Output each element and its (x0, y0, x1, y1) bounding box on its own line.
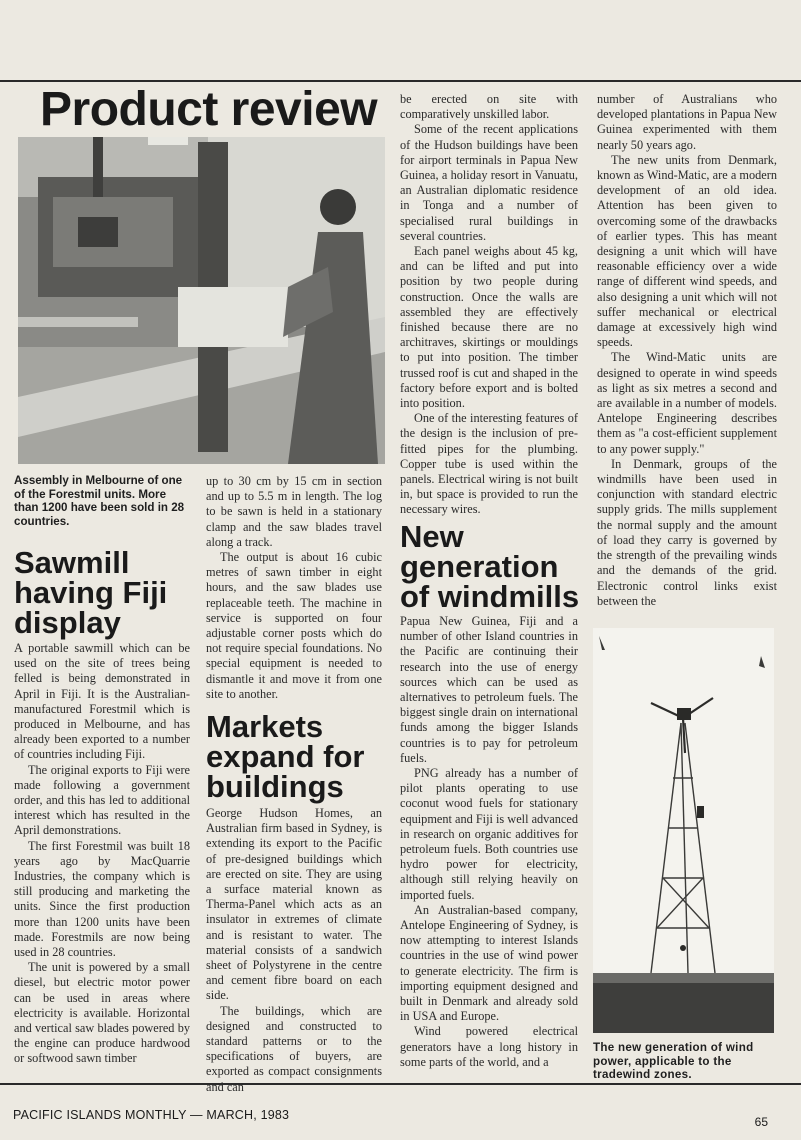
windmills-headline: New generation of windmills (400, 519, 580, 614)
page-number: 65 (754, 1115, 768, 1129)
sawmill-column-2 (206, 474, 382, 702)
windmills-headline-block (400, 519, 585, 614)
paragraph: be erected on site with comparatively unskilled labor. (400, 92, 578, 122)
paragraph: The output is about 16 cubic metres of sawn timber in eight hours, and the saw blades use replaceable teeth. The machine in service is supported on four adjustable corner posts which do not require special foundations. No special equipment is needed to dismantle it and move it from one site to another. (206, 550, 382, 701)
sawmill-headline-block (14, 545, 194, 640)
windmill-photo-caption: The new generation of wind power, applicable to the tradewind zones. (593, 1041, 754, 1081)
buildings-headline: Markets expand for buildings (206, 709, 365, 804)
paragraph: Each panel weighs about 45 kg, and can be lifted and put into position by two people during construction. Once the walls are assembled they are effectively finished because there are no architraves, skirtings or mouldings to put into position. The timber trussed roof is cut and shaped in the factory before export and is bolted into position. (400, 244, 578, 411)
paragraph: Papua New Guinea, Fiji and a number of other Island countries in the Pacific are continuing their research into the use of energy sources which can be used as alternatives to petroleum fuels. The biggest single drain on international funds among the bigger Islands countries is to pay for petroleum fuels. (400, 614, 578, 765)
sawmill-headline: Sawmill having Fiji display (14, 545, 168, 640)
paragraph: In Denmark, groups of the windmills have been used in conjunction with standard electric supply grids. The mills supplement the normal supply and the amount of load they carry is governed by the strength of the prevailing winds and the demands of the grid. Electronic control links exist between the (597, 456, 777, 608)
paragraph: The unit is powered by a small diesel, but electric motor power can be used in areas where electricity is available. Horizontal and vertical saw blades powered by the engine can produce hardwood or softwood sawn timber (14, 960, 190, 1066)
paragraph: Wind powered electrical generators have a long history in some parts of the world, and a (400, 1024, 578, 1069)
paragraph: The original exports to Fiji were made following a government order, and this has led to additional interest which has resulted in the April demonstrations. (14, 762, 190, 838)
section-title: Product review (40, 83, 378, 136)
paragraph: up to 30 cm by 15 cm in section and up to 5.5 m in length. The log to be sawn is held in a stationary clamp and the saw blades travel along a track. (206, 474, 382, 549)
bottom-rule (0, 1083, 801, 1085)
buildings-column-2 (206, 806, 382, 1095)
paragraph: George Hudson Homes, an Australian firm based in Sydney, is extending its export to the Pacific of pre-designed buildings which are erected on site. They are using a surface material known as Therma-Panel which acts as an insulator in extremes of climate and is resistant to water. The material consists of a sandwich sheet of Polystyrene in the centre and cement fibre board on each side. (206, 806, 382, 1003)
footer-publication: PACIFIC ISLANDS MONTHLY — MARCH, 1983 (13, 1108, 290, 1122)
paragraph: number of Australians who developed plantations in Papua New Guinea experimented with them nearly 50 years ago. (597, 92, 777, 152)
paragraph: PNG already has a number of pilot plants operating to use coconut wood fuels for stationary equipment and Fiji is well advanced in research on organic additives for petroleum fuels. Both countries use hydro power for electricity, although still relying heavily on imported fuels. (400, 766, 578, 902)
windmills-column-4 (597, 92, 777, 609)
sawmill-photo (18, 137, 385, 464)
sawmill-photo-caption: Assembly in Melbourne of one of the Forestmil units. More than 1200 have been sold in 28 countries. (14, 474, 185, 528)
paragraph: One of the interesting features of the design is the inclusion of pre-fitted pipes for the plumbing. Copper tube is used within the panels. Electrical wiring is not built in, but space is provided to run the necessary wires. (400, 411, 578, 517)
paragraph: A portable sawmill which can be used on the site of trees being felled is being demonstrated in April in Fiji. It is the Australian-manufactured Forestmil which is produced in Melbourne, and has already been exported to a number of countries including Fiji. (14, 641, 190, 762)
buildings-column-3 (400, 92, 578, 518)
paragraph: The Wind-Matic units are designed to operate in wind speeds as light as six metres a second and are available in a number of models. Antelope Engineering describes them as "a cost-efficient supplement to any power supply." (597, 350, 777, 456)
windmill-photo (593, 628, 774, 1033)
paragraph: The buildings, which are designed and constructed to standard patterns or to the specifications of buyers, are exported as compact consignments and can (206, 1003, 382, 1094)
paragraph: The new units from Denmark, known as Wind-Matic, are a modern development of an old idea. Attention has been given to overcoming some of the drawbacks of earlier types. This has meant designing a unit which will have reasonable efficiency over a wide range of different wind speeds, and also designing a unit which will not suffer mechanical or electrical damage at excessively high wind speeds. (597, 152, 777, 350)
windmills-column-3 (400, 614, 578, 1070)
paragraph: The first Forestmil was built 18 years ago by MacQuarrie Industries, the company which is still producing and marketing the units. Since the first production more than 1200 units have been made. Forestmils are now being used in 28 countries. (14, 838, 190, 960)
buildings-headline-block (206, 709, 386, 804)
sawmill-column-1 (14, 641, 190, 1067)
paragraph: Some of the recent applications of the Hudson buildings have been for airport terminals in Papua New Guinea, a holiday resort in Vanuatu, an Australian diplomatic residence in Tonga and a number of specialised rural buildings in several countries. (400, 122, 578, 243)
paragraph: An Australian-based company, Antelope Engineering of Sydney, is now attempting to interest Islands countries in the use of wind power to generate electricity. The firm is importing equipment designed and built in Denmark and already sold in USA and Europe. (400, 902, 578, 1024)
